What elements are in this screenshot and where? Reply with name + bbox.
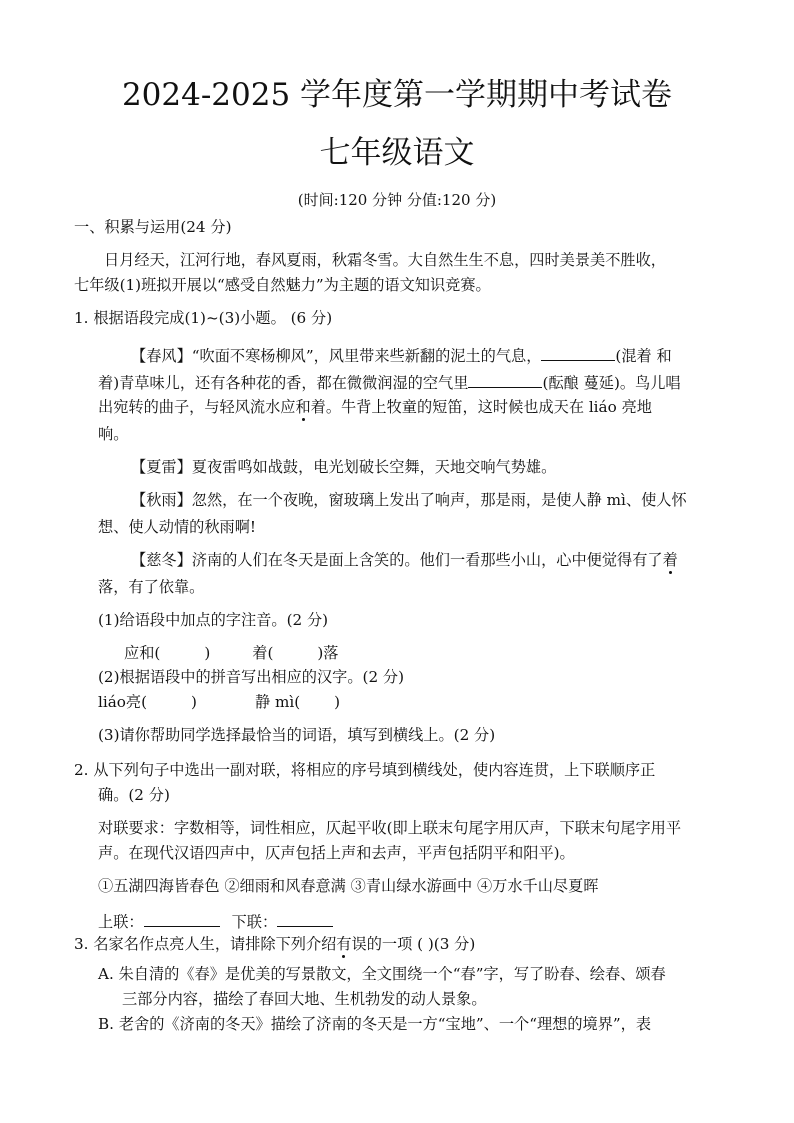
question-3-stem: [74, 937, 475, 952]
q3-stem-a: 3. 名家名作点亮人生，请排除下列介绍: [74, 935, 337, 953]
winter-line-2: 落，有了依靠。: [98, 578, 205, 596]
answer-label-d: 静 mì(: [254, 693, 301, 711]
spring-line-4: 响。: [98, 425, 129, 443]
dotted-char-zhuo: 着: [662, 551, 678, 569]
subq-2-prompt: (2)根据语段中的拼音写出相应的汉字。(2 分): [98, 668, 405, 686]
option-b-line-1: B. 老舍的《济南的冬天》描绘了济南的冬天是一方“宝地”、一个“理想的境界”，表: [98, 1015, 652, 1033]
section-heading: 一、积累与运用(24 分): [74, 218, 232, 236]
spring-line-3: [98, 400, 652, 415]
winter-text-1a: 【慈冬】济南的人们在冬天是面上含笑的。他们一看那些小山，心中便觉得有了: [131, 551, 663, 569]
upper-label: 上联：: [98, 913, 144, 931]
lower-label: 下联：: [231, 913, 278, 931]
question-2-stem-1: 2. 从下列句子中选出一副对联，将相应的序号填到横线处，使内容连贯，上下联顺序正: [74, 761, 656, 779]
exam-subtitle: 七年级语文: [319, 135, 475, 171]
option-a-line-1: A. 朱自清的《春》是优美的写景散文，全文围绕一个“春”字，写了盼春、绘春、颂春: [98, 965, 666, 983]
subq-2-answers: [98, 695, 340, 710]
couplet-answer-line: [98, 912, 333, 930]
spring-text-2b: (酝酿 蔓延)。鸟儿唱: [542, 374, 681, 392]
question-2-stem-2: 确。(2 分): [98, 786, 170, 804]
q3-stem-b: 误的一项 ( )(3 分): [351, 935, 476, 953]
answer-label-c: liáo亮(: [98, 693, 148, 711]
dotted-char-he: 和: [295, 398, 311, 416]
winter-line-1: [131, 553, 678, 568]
couplet-options: ①五湖四海皆春色 ②细雨和风春意满 ③青山绿水游画中 ④万水千山尽夏晖: [98, 877, 599, 895]
couplet-requirement-2: 声。在现代汉语四声中，仄声包括上声和去声，平声包括阴平和阳平)。: [98, 844, 575, 862]
spring-text-1b: (混着 和: [615, 347, 672, 365]
blank-2[interactable]: [468, 373, 542, 388]
subq-1-answers: [124, 646, 339, 661]
spring-text-2a: 着)青草味儿，还有各种花的香，都在微微润湿的空气里: [98, 374, 469, 392]
answer-close-b: )落: [317, 644, 339, 662]
subq-3-prompt: (3)请你帮助同学选择最恰当的词语，填写到横线上。(2 分): [98, 726, 496, 744]
answer-close-d: ): [334, 693, 341, 711]
answer-label-b: 着(: [252, 644, 274, 662]
blank-1[interactable]: [541, 346, 615, 361]
upper-blank[interactable]: [144, 912, 220, 927]
dotted-char-you: 有: [336, 935, 352, 953]
spring-text-3b: 着。牛背上牧童的短笛，这时候也成天在 liáo 亮地: [310, 398, 652, 416]
lower-blank[interactable]: [277, 912, 333, 927]
question-1-stem: 1. 根据语段完成(1)~(3)小题。 (6 分): [74, 309, 333, 327]
exam-title: 2024-2025 学年度第一学期期中考试卷: [121, 77, 673, 113]
autumn-line-1: 【秋雨】忽然，在一个夜晚，窗玻璃上发出了响声，那是雨，是使人静 mì、使人怀: [131, 491, 687, 509]
spring-line-2: [98, 373, 681, 391]
option-a-line-2: 三部分内容，描绘了春回大地、生机勃发的动人景象。: [122, 990, 487, 1008]
answer-label-a: 应和(: [124, 644, 161, 662]
summer-line: 【夏雷】夏夜雷鸣如战鼓，电光划破长空舞，天地交响气势雄。: [131, 458, 557, 476]
answer-close-c: ): [191, 693, 197, 711]
spring-text-1a: 【春风】“吹面不寒杨柳风”，风里带来些新翻的泥土的气息，: [131, 347, 542, 365]
intro-line-1: 日月经天，江河行地，春风夏雨，秋霜冬雪。大自然生生不息，四时美景美不胜收，: [104, 251, 666, 269]
exam-meta: (时间:120 分钟 分值:120 分): [297, 191, 497, 209]
answer-close-a: ): [204, 644, 211, 662]
intro-line-2: 七年级(1)班拟开展以“感受自然魅力”为主题的语文知识竞赛。: [74, 276, 491, 294]
couplet-requirement-1: 对联要求：字数相等，词性相应，仄起平收(即上联末句尾字用仄声，下联末句尾字用平: [98, 819, 682, 837]
spring-text-3a: 出宛转的曲子，与轻风流水应: [98, 398, 296, 416]
spring-line-1: [131, 346, 672, 364]
subq-1-prompt: (1)给语段中加点的字注音。(2 分): [98, 611, 329, 629]
autumn-line-2: 想、使人动情的秋雨啊!: [98, 518, 256, 536]
